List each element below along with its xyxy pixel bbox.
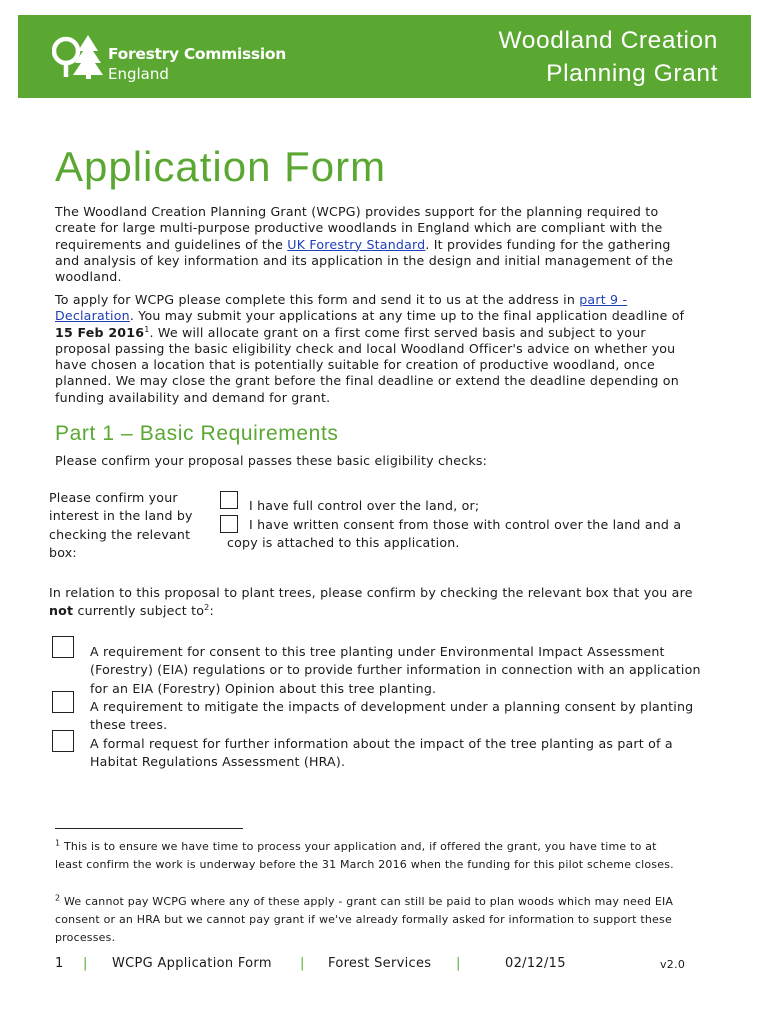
intro-text: The Woodland Creation Planning Grant (WCPG) provides support for the planning required to create for large multi-purpose productive woodlands in England which are compliant with the requirements and guidelines of the xyxy=(55,204,663,252)
planting-intro-text: : xyxy=(209,603,214,619)
eia-checkbox[interactable] xyxy=(52,636,74,658)
footnote-ref: 2 xyxy=(204,603,210,613)
intro-paragraph-1 xyxy=(55,204,695,285)
footnote-divider xyxy=(55,828,243,829)
footnote-2 xyxy=(55,893,685,948)
planting-intro-text: currently subject to xyxy=(73,603,205,619)
tree-logo-icon xyxy=(52,33,104,81)
part1-heading: Part 1 – Basic Requirements xyxy=(55,422,339,445)
full-control-label: I have full control over the land, or; xyxy=(249,498,480,513)
forestry-commission-logo xyxy=(52,33,292,83)
intro-text: . You may submit your applications at any time up to the final application deadline of xyxy=(129,308,685,324)
footnote-ref: 1 xyxy=(144,324,150,334)
full-control-checkbox[interactable] xyxy=(220,491,238,509)
uk-forestry-standard-link[interactable]: UK Forestry Standard xyxy=(287,236,426,252)
footer-date: 02/12/15 xyxy=(505,956,566,971)
grant-title-line2: Planning Grant xyxy=(546,60,718,87)
emphasis-not: not xyxy=(49,603,74,619)
intro-text: . It provides funding for the gathering and analysis of key information and its application in the design and initial management of the woodland. xyxy=(55,236,674,285)
footer-doc-title: WCPG Application Form xyxy=(112,956,272,971)
planning-consent-checkbox[interactable] xyxy=(52,691,74,713)
intro-paragraph-2 xyxy=(55,292,695,406)
org-name: Forestry Commission xyxy=(108,45,286,63)
declaration-link[interactable]: part 9 - Declaration xyxy=(55,292,628,324)
planting-intro-text: In relation to this proposal to plant trees, please confirm by checking the relevant box that you are xyxy=(49,585,693,600)
planning-consent-label: A requirement to mitigate the impacts of development under a planning consent by planting these trees. xyxy=(90,699,694,733)
hra-label: A formal request for further information about the impact of the tree planting as part of a Habitat Regulations Assessment (HRA). xyxy=(90,736,673,770)
footnote-text: This is to ensure we have time to process your application and, if offered the grant, you have time to at least confirm the work is underway before the 31 March 2016 when the funding for this pilot scheme closes. xyxy=(55,840,674,872)
footer-separator: | xyxy=(300,956,305,971)
hra-checkbox[interactable] xyxy=(52,730,74,752)
footnote-text: We cannot pay WCPG where any of these apply - grant can still be paid to plan woods which may need EIA consent or an HRA but we cannot pay grant if we've already formally asked for information to support these processes. xyxy=(55,895,674,945)
interest-label: Please confirm your interest in the land by checking the relevant box: xyxy=(49,490,193,560)
footnote-number: 1 xyxy=(55,838,61,848)
eia-label: A requirement for consent to this tree planting under Environmental Impact Assessment (Forestry) (EIA) regulations or to provide further information in connection with an application for an EIA (Forestry) Opinion about this tree planting. xyxy=(90,644,701,696)
footer-page-number: 1 xyxy=(55,956,64,971)
grant-title xyxy=(499,24,719,90)
org-region: England xyxy=(108,65,169,83)
intro-text: To apply for WCPG please complete this form and send it to us at the address in xyxy=(55,292,580,307)
intro-text: . We will allocate grant on a first come first served basis and subject to your proposal passing the basic eligibility check and local Woodland Officer's advice on whether you have chosen a location that is potentially suitable for creation of productive woodland, once planned. We may close the grant before the final deadline or extend the deadline depending on funding availability and demand for grant. xyxy=(55,324,679,405)
deadline-date: 15 Feb 2016 xyxy=(55,324,145,340)
part1-instruction: Please confirm your proposal passes these basic eligibility checks: xyxy=(55,453,488,468)
footer-version: v2.0 xyxy=(660,958,686,971)
footnote-number: 2 xyxy=(55,893,61,903)
planting-intro xyxy=(49,584,709,621)
written-consent-label: I have written consent from those with control over the land and a copy is attached to this application. xyxy=(227,517,682,551)
footer-department: Forest Services xyxy=(328,956,432,971)
footer-separator: | xyxy=(456,956,461,971)
footnote-1 xyxy=(55,838,685,874)
grant-title-line1: Woodland Creation xyxy=(498,27,718,54)
page-title: Application Form xyxy=(55,143,387,190)
footer-separator: | xyxy=(83,956,88,971)
